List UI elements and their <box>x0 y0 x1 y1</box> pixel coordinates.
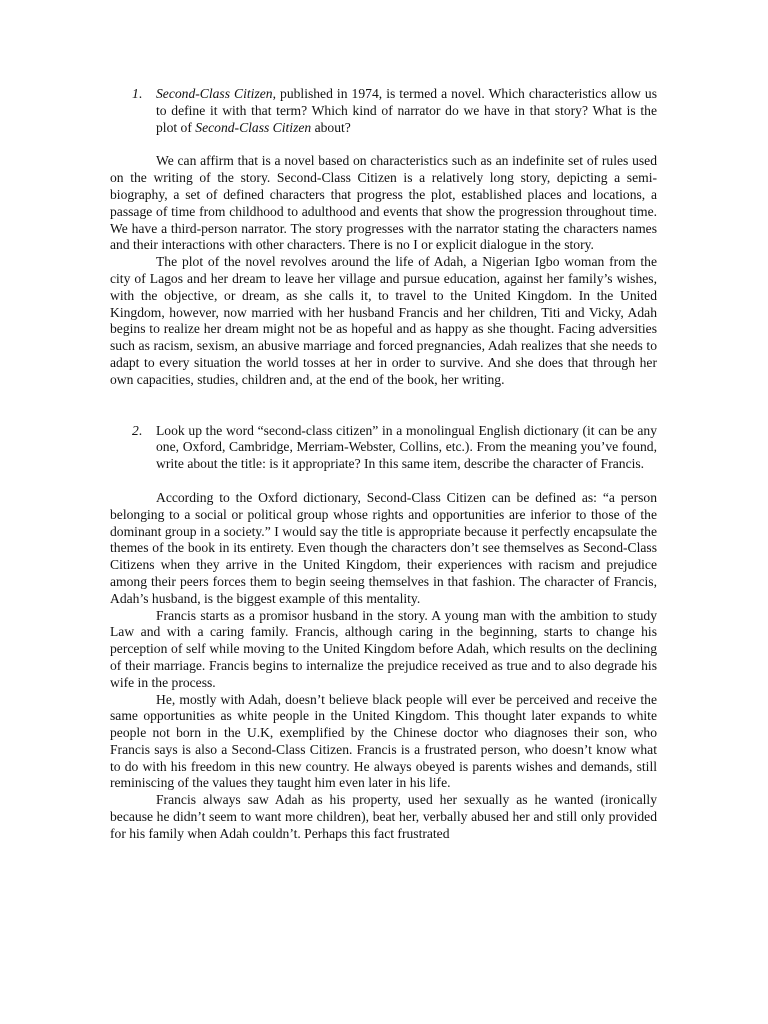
answer-2-paragraph-1: According to the Oxford dictionary, Second-Class Citizen can be defined as: “a person belonging to a social or political group whose rights and opportunities are inferior to those of the dominant group in a society.” I would say the title is appropriate because it perfectly encapsulate the themes of the book in its entirety. Even though the characters don’t see themselves as Second-Class Citizens when they arrive in the United Kingdom, their experiences with racism and prejudice among their peers forces them to begin seeing themselves in that fashion. The character of Francis, Adah’s husband, is the biggest example of this mentality. <box>110 489 657 606</box>
question-1-text-a: , published in 1974, is termed a novel. Which characteristics allow us to define it with that term? Which kind of narrator do we have in that story? What is the plot of <box>156 86 657 135</box>
answer-2-paragraph-2: Francis starts as a promisor husband in the story. A young man with the ambition to study Law and with a caring family. Francis, although caring in the beginning, starts to change his perception of self while moving to the United Kingdom before Adah, which results on the declining of their marriage. Francis begins to internalize the prejudice received as true and to also degrade his wife in the process. <box>110 607 657 690</box>
answer-2-paragraph-3: He, mostly with Adah, doesn’t believe black people will ever be perceived and receive the same opportunities as white people in the United Kingdom. This thought later expands to white people not born in the U.K, exemplified by the Chinese doctor who diagnoses their son, who Francis says is also a Second-Class Citizen. Francis is a frustrated person, who doesn’t know what to do with his freedom in this new country. He always obeyed is parents wishes and demands, still reminiscing of the values they taught him even later in his life. <box>110 691 657 791</box>
book-title-2: Second-Class Citizen <box>195 119 312 135</box>
question-1 <box>132 86 657 136</box>
document-page <box>110 86 657 843</box>
question-1-number: 1. <box>132 86 143 101</box>
book-title: Second-Class Citizen <box>156 86 273 101</box>
answer-1-paragraph-2: The plot of the novel revolves around the life of Adah, a Nigerian Igbo woman from the city of Lagos and her dream to leave her village and pursue education, against her family’s wishes, with the objective, or dream, as she calls it, to travel to the United Kingdom. In the United Kingdom, however, now married with her husband Francis and her children, Titi and Vicky, Adah begins to realize her dream might not be as hopeful and as happy as she thought. Facing adversities such as racism, sexism, an abusive marriage and forced pregnancies, Adah realizes that she needs to adapt to every situation the world tosses at her in order to survive. And she does that through her own capacities, studies, children and, at the end of the book, her writing. <box>110 254 657 387</box>
question-2-number: 2. <box>132 422 143 438</box>
question-2-text: Look up the word “second-class citizen” in a monolingual English dictionary (it can be any one, Oxford, Cambridge, Merriam-Webster, Collins, etc.). From the meaning you’ve found, write about the title: is it appropriate? In this same item, describe the character of Francis. <box>156 422 657 472</box>
answer-1-paragraph-1: We can affirm that is a novel based on characteristics such as an indefinite set of rules used on the writing of the story. Second-Class Citizen is a relatively long story, depicting a semi-biography, a set of defined characters that progress the plot, established places and locations, a passage of time from childhood to adulthood and events that show the progression throughout time. We have a third-person narrator. The story progresses with the narrator stating the characters names and their interactions with other characters. There is no I or explicit dialogue in the story. <box>110 153 657 253</box>
question-1-text-b: about? <box>311 119 351 135</box>
answer-2-paragraph-4: Francis always saw Adah as his property, used her sexually as he wanted (ironically because he didn’t seem to want more children), beat her, verbally abused her and still only provided for his family when Adah couldn’t. Perhaps this fact frustrated <box>110 792 657 841</box>
question-2 <box>132 422 657 473</box>
